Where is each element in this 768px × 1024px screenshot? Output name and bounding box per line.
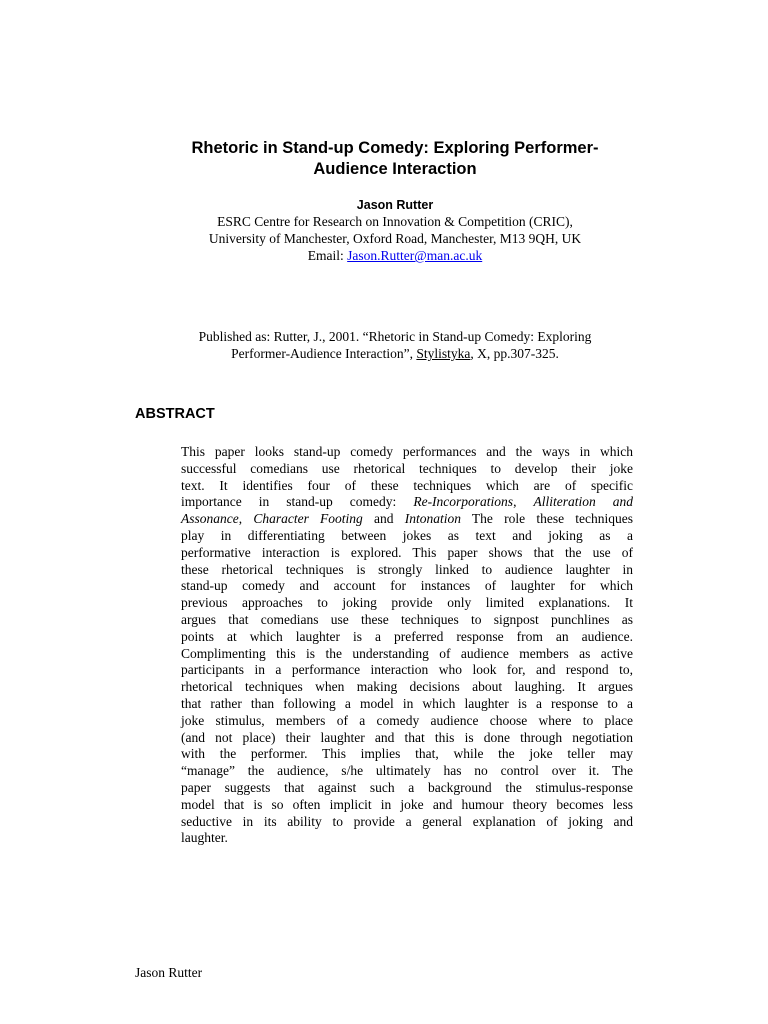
abstract-line: stand-up comedy and account for instances of laughter for which — [181, 578, 633, 594]
title-line-2: Audience Interaction — [313, 160, 477, 178]
abstract-line: importance in stand-up comedy: Re-Incorporations, Alliteration and — [181, 494, 633, 510]
published-line-1: Published as: Rutter, J., 2001. “Rhetoric in Stand-up Comedy: Exploring — [198, 329, 592, 344]
author-name: Jason Rutter — [356, 198, 434, 212]
abstract-line: “manage” the audience, s/he ultimately has no control over it. The — [181, 763, 633, 779]
publication-note — [100, 328, 690, 362]
journal-name: Stylistyka — [416, 346, 471, 361]
paper-title — [100, 138, 690, 180]
abstract-body — [181, 444, 633, 847]
abstract-line: points at which laughter is a preferred response from an audience. — [181, 628, 633, 644]
abstract-line: text. It identifies four of these techniques which are of specific — [181, 477, 633, 493]
abstract-line: that rather than following a model in which laughter is a response to a — [181, 695, 633, 711]
abstract-line: these rhetorical techniques is strongly linked to audience laughter in — [181, 561, 633, 577]
affiliation — [100, 213, 690, 264]
abstract-line: joke stimulus, members of a comedy audience choose where to place — [181, 712, 633, 728]
abstract-line: model that is so often implicit in joke and humour theory becomes less — [181, 796, 633, 812]
abstract-line: This paper looks stand-up comedy performances and the ways in which — [181, 444, 633, 459]
abstract-line: seductive in its ability to provide a general explanation of joking and — [181, 813, 633, 829]
email-link[interactable]: Jason.Rutter@man.ac.uk — [347, 248, 483, 263]
abstract-line: paper suggests that against such a background the stimulus-response — [181, 779, 633, 795]
abstract-line: Assonance, Character Footing and Intonation The role these techniques — [181, 511, 634, 527]
abstract-line: play in differentiating between jokes as text and joking as a — [181, 527, 633, 543]
abstract-line: (and not place) their laughter and that this is done through negotiation — [181, 729, 633, 745]
abstract-line: previous approaches to joking provide only limited explanations. It — [181, 595, 633, 611]
abstract-line: participants in a performance interaction who look for, and respond to, — [181, 662, 633, 678]
affiliation-line-1: ESRC Centre for Research on Innovation & Competition (CRIC), — [217, 214, 573, 229]
abstract-line: Complimenting this is the understanding of audience members as active — [181, 645, 633, 661]
abstract-line: successful comedians use rhetorical techniques to develop their joke — [181, 460, 633, 476]
title-line-1: Rhetoric in Stand-up Comedy: Exploring Performer- — [191, 139, 599, 157]
page-footer: Jason Rutter — [135, 965, 203, 980]
abstract-line: with the performer. This implies that, while the joke teller may — [181, 746, 633, 762]
abstract-line: laughter. — [181, 830, 228, 846]
abstract-line: argues that comedians use these techniques to signpost punchlines as — [181, 611, 633, 627]
abstract-line: performative interaction is explored. This paper shows that the use of — [181, 544, 633, 560]
published-line-2: Performer-Audience Interaction”, Stylistyka, X, pp.307-325. — [231, 346, 559, 361]
email-label: Email: — [307, 248, 348, 263]
abstract-heading: ABSTRACT — [135, 406, 215, 422]
abstract-line: rhetorical techniques when making decisions about laughing. It argues — [181, 679, 633, 695]
affiliation-line-2: University of Manchester, Oxford Road, Manchester, M13 9QH, UK — [208, 231, 582, 246]
email-line — [100, 247, 690, 264]
